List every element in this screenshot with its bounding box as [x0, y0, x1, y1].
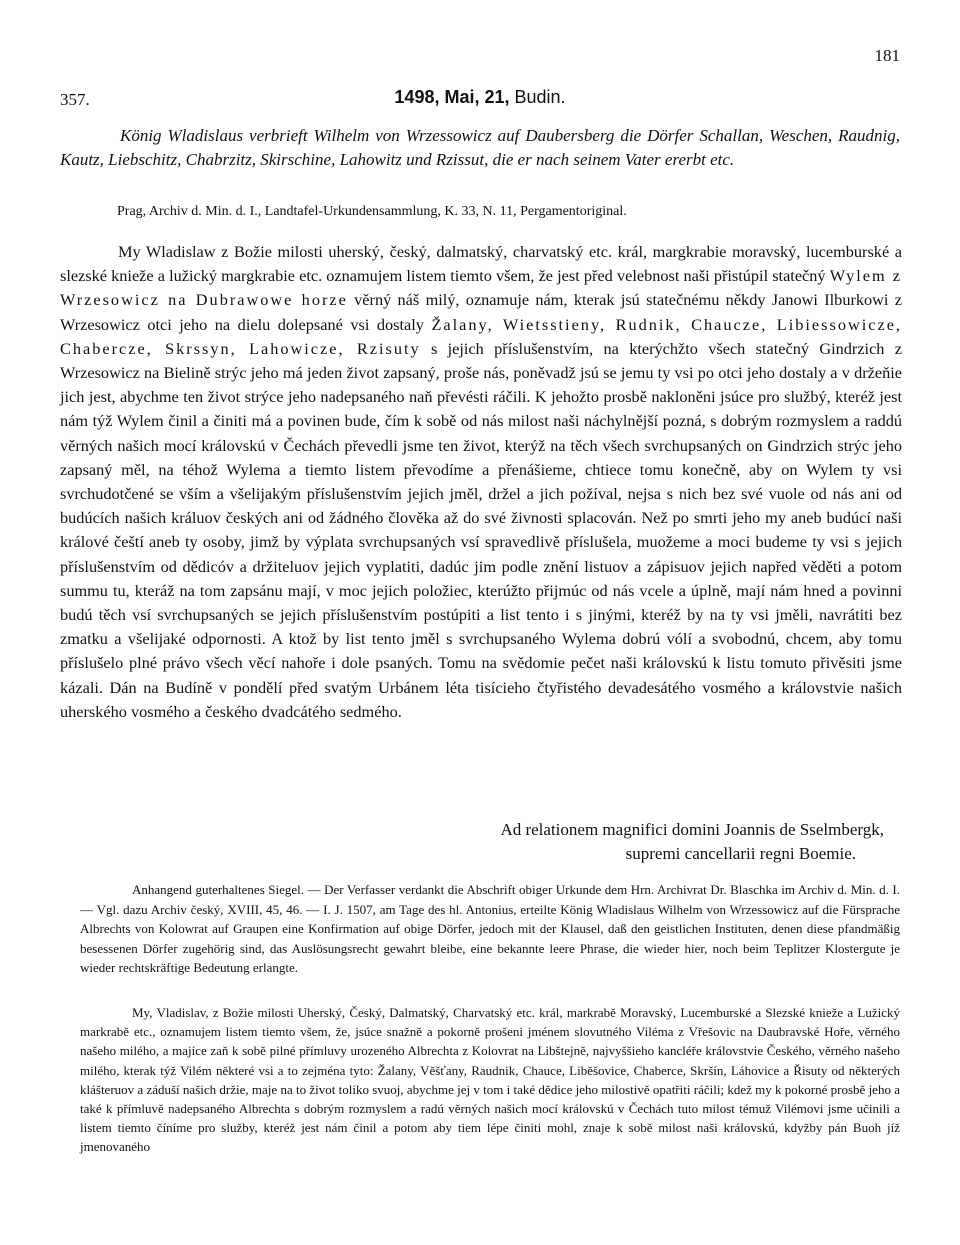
charter-text	[60, 240, 902, 724]
charter-name-wylem: Wylem z Wrzesowicz na Dubrawowe horze	[60, 266, 902, 310]
signature-line-2: supremi cancellarii regni Boemie.	[625, 844, 856, 863]
regest	[60, 124, 900, 172]
main-text	[60, 240, 902, 724]
charter-text-part-3: s jejich příslušenstvím, na kterýchžto všech statečný Gindrzich z Wrzesowicz na Bielině strýc jeho má jeden život zapsaný, proše nás, poněvadž jsú se jemu ty vsi po otci jeho dostaly a v držeňie jich jest, abychme ten život strýce jeho nadepsaného naň převésti ráčili. K jehožto prosbě nakloněni jsúce pro službý, kteréž jest nám týž Wylem činil a činiti má a povinen bude, čím k sobě od nás milost naši náchylnější pozná, s dobrým rozmyslem a raddú věrných našich mocí královskú v Čechách převedli jsme ten život, kterýž na těch všech svrchupsaných on Gindrzich strýc jeho zapsaný měl, na téhož Wylema a tiemto listem převodíme a přenášieme, chtiece tomu konečně, aby on Wylem ty vsi svrchudotčené se vším a všelijakým příslušenstvím jejich jměl, držel a jich požíval, nejsa s nich bez své vuole od nás ani od budúcích našich králuov českých ani od žádného člověka až do své živnosti splacován. Než po smrti jeho my aneb budúcí naši králové čeští aneb ty osoby, jimž by výplata svrchupsaných vsí spravedlivě příslušela, muožeme a moci budeme ty vsi s jejich příslušenstvím od dědicóv a držiteluov jejich vyplatiti, dadúc jim podle znění listuov a zápisuov jejich napřed věděti a potom summu tu, kteráž na tom zapsánu mají, v moc jejich položiec, kterúžto přijmúc od nás vcele a úplně, mají nám hned a povinni budú těch vsí svrchupsaných se jejich příslušenstvím postúpiti a list tento i s jinými, kteréž by na ty vsi jměli, navrátiti bez zmatku a všelijaké odpornosti. A ktož by list tento jměl s svrchupsaného Wylema dobrú vólí a svobodnú, chcem, aby tomu příslušelo plné právo všech věcí nahoře i dole psaných. Tomu na svědomie pečet naši královskú k listu tomuto přivěsiti jsme kázali. Dán na Budíně v pondělí před svatým Urbánem léta tisícieho čtyřistého devadesátého vosmého a královstvie našich uherského vosmého a českého dvadcátého sedmého.	[60, 338, 902, 721]
date-text: 1498, Mai, 21,	[394, 87, 510, 107]
signature-block	[0, 818, 884, 866]
translation-text: My, Vladislav, z Božie milosti Uherský, Český, Dalmatský, Charvatský etc. král, markrabě Moravský, Lucemburské a Slezské knieže a Lužický markrabě etc., oznamujem listem tiemto všem, že, jsúce snažně a pokorně prošeni jménem slovutného Viléma z Vřešovic na Daubravské Hoře, věrného našeho milého, a majíce zaň k sobě pilné přímluvy urozeného Albrechta z Kolovrat na Libštejně, najvyššieho kancléře královstvie Českého, věrného našeho milého, kterak týž Vilém některé vsi a to zejména tyto: Žalany, Věšťany, Raudnik, Chauce, Liběšovice, Chaberce, Skršín, Láhovice a Řisuty od některých klášteruov a záduší našich držie, maje na to život toliko svuoj, abychme jej v tom i také dědice jeho milostivě opatřiti ráčili; kdež my k pokorné prosbě jeho a také k přímluvě nadepsaného Albrechta s dobrým rozmyslem a radú věrných našich mocí královskú v Čechách tuto milost témuž Vilémovi jsme učinili a listem tiemto číníme pro služby, kteréž jest nám činil a potom aby tiem lépe činiti mohl, znaje k sobě milost naši královskú, kdyžby pán Buoh jíž jmenovaného	[80, 1005, 900, 1155]
editorial-notes	[80, 880, 900, 978]
charter-text-part-1: My Wladislaw z Božie milosti uherský, český, dalmatský, charvatský etc. král, margkrabie moravský, lucemburské a slezské knieže a lužický margkrabie etc. oznamujem listem tiemto všem, že jest před velebnost naši přistúpil statečný	[60, 242, 902, 286]
document-number: 357.	[60, 90, 90, 109]
signature-line-1: Ad relationem magnifici domini Joannis de Sselmbergk,	[500, 820, 884, 839]
charter-text-part-2: věrný náš milý, oznamuje nám, kterak jsú statečnému někdy Janowi Ilburkowi z Wrzesowicz otci jeho na dielu dolepsané vsi dostaly	[60, 290, 902, 334]
regest-text: König Wladislaus verbrieft Wilhelm von Wrzessowicz auf Daubersberg die Dörfer Schallan, Weschen, Raudnig, Kautz, Liebschitz, Chabrzitz, Skirschine, Lahowitz und Rzissut, die er nach seinem Vater ererbt etc.	[60, 126, 900, 169]
modern-translation	[80, 1003, 900, 1157]
notes-text: Anhangend guterhaltenes Siegel. — Der Verfasser verdankt die Abschrift obiger Urkunde dem Hrn. Archivrat Dr. Blaschka im Archiv d. Min. d. I. — Vgl. dazu Archiv český, XVIII, 45, 46. — I. J. 1507, am Tage des hl. Antonius, erteilte König Wladislaus Wilhelm von Wrzessowicz auf die Fürsprache Albrechts von Kolowrat auf Graupen eine Konfirmation auf obige Dörfer, jedoch mit der Klausel, daß den geistlichen Instituten, denen diese pfandmäßig besessenen Dörfer zugehörig sind, das Auslösungsrecht gewahrt bleibe, eine bekannte leere Phrase, die wieder hier, noch beim Teplitzer Klostergute je wieder rechtskräftige Bedeutung erlangte.	[80, 882, 900, 975]
place-text: Budin.	[514, 87, 566, 107]
page-number: 181	[874, 46, 900, 65]
charter-village-list: Žalany, Wietsstieny, Rudnik, Chaucze, Libiessowicze, Chabercze, Skrssyn, Lahowicze, Rzisuty	[60, 314, 902, 358]
document-date	[0, 87, 960, 108]
source-citation: Prag, Archiv d. Min. d. I., Landtafel-Urkundensammlung, K. 33, N. 11, Pergamentoriginal.	[117, 204, 627, 219]
